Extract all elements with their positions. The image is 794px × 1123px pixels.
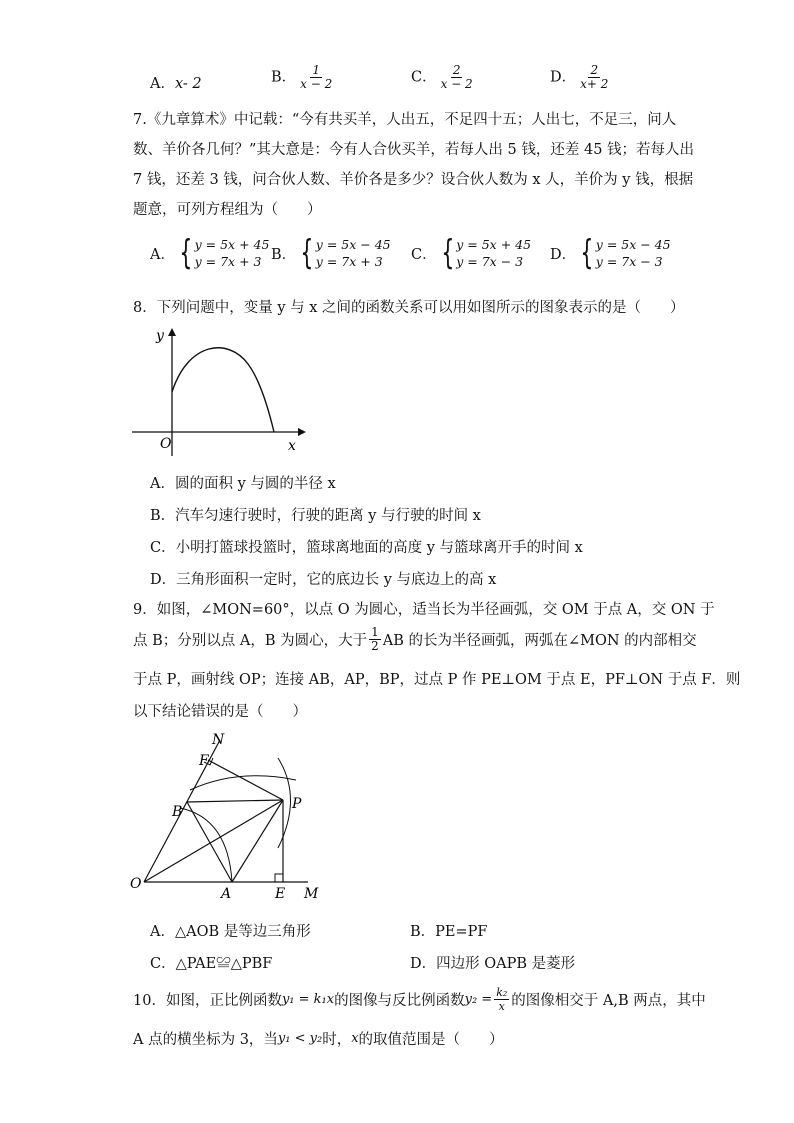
label-o: O <box>130 876 142 892</box>
label-e: E <box>275 886 286 902</box>
q8-option-c: C．小明打篮球投篮时，篮球离地面的高度 y 与篮球离开手的时间 x <box>150 540 583 556</box>
q9-stem-line-2: 点 B；分别以点 A，B 为圆心，大于 $\frac{1}{2}$ AB 的长为半径画弧，两弧在∠MON 的内部相交 <box>133 625 697 653</box>
q10-stem-line-2: A 点的横坐标为 3，当 y₁ < y₂ 时， x 的取值范围是（ ） <box>133 1031 504 1048</box>
q8-option-d: D．三角形面积一定时，它的底边长 y 与底边上的高 x <box>150 572 497 588</box>
x-axis-arrow-icon <box>298 428 306 436</box>
label-a: A <box>221 886 232 902</box>
q7-stem-line-4: 题意，可列方程组为（ ） <box>133 202 322 218</box>
q9-option-c: C．△PAE≌△PBF <box>150 956 273 972</box>
q9-stem-line-4: 以下结论错误的是（ ） <box>133 704 307 720</box>
label-p: P <box>292 796 302 812</box>
q8-graph <box>128 322 308 462</box>
label-b: B <box>172 804 183 820</box>
q9-figure <box>128 728 328 908</box>
segment-bp <box>187 800 283 802</box>
q7-option-a: A． { y = 5x + 45 y = 7x + 3 <box>150 233 270 273</box>
graph-x-label: x <box>288 438 296 454</box>
q6-option-d: D． $\frac{2}{x+ 2}$ <box>550 63 609 91</box>
q6-option-c: C． $\frac{2}{x - 2}$ <box>411 63 473 91</box>
segment-ab <box>187 802 232 882</box>
q8-option-a: A．圆的面积 y 与圆的半径 x <box>150 476 336 492</box>
q7-option-c: C． { y = 5x + 45 y = 7x − 3 <box>411 233 532 273</box>
arc-a <box>190 776 296 790</box>
segment-ap <box>232 800 283 882</box>
graph-origin-label: O <box>160 436 172 452</box>
label-m: M <box>304 886 319 902</box>
graph-y-label: y <box>156 328 164 344</box>
ray-op <box>144 800 283 882</box>
q6-option-a: A．x- 2 <box>150 76 202 92</box>
q9-option-b: B．PE=PF <box>410 924 488 940</box>
q7-option-b: B． { y = 5x − 45 y = 7x + 3 <box>271 233 391 273</box>
q10-stem-line-1: 10．如图，正比例函数 y₁ = k₁x 的图像与反比例函数 y₂ = $\frac{\text{k₂}}{x}$ 的图像相交于 A,B 两点，其中 <box>133 986 706 1013</box>
right-angle-e <box>275 874 283 882</box>
label-f: F <box>199 753 209 769</box>
q9-option-d: D．四边形 OAPB 是菱形 <box>410 956 576 972</box>
q7-stem-line-1: 7.《九章算术》中记载：“今有共买羊，人出五，不足四十五；人出七，不足三，问人 <box>133 112 677 128</box>
q9-option-a: A．△AOB 是等边三角形 <box>150 924 311 940</box>
q8-stem: 8．下列问题中，变量 y 与 x 之间的函数关系可以用如图所示的图象表示的是（ ） <box>133 300 685 316</box>
q7-stem-line-2: 数、羊价各几何？”其大意是：今有人合伙买羊，若每人出 5 钱，还差 45 钱；若每人出 <box>133 142 695 158</box>
q8-option-b: B．汽车匀速行驶时，行驶的距离 y 与行驶的时间 x <box>150 508 481 524</box>
q9-stem-line-3: 于点 P，画射线 OP；连接 AB，AP，BP，过点 P 作 PE⊥OM 于点 E，PF⊥ON 于点 F．则 <box>133 672 741 688</box>
q6-option-b: B． $\frac{1}{x - 2}$ <box>271 63 333 91</box>
arc-b <box>278 758 291 848</box>
label-n: N <box>212 732 225 748</box>
q9-stem-line-1: 9．如图，∠MON=60°，以点 O 为圆心，适当长为半径画弧，交 OM 于点 A，交 ON 于 <box>133 602 715 618</box>
q7-stem-line-3: 7 钱，还差 3 钱，问合伙人数、羊价各是多少？设合伙人数为 x 人，羊价为 y 钱，根据 <box>133 172 694 188</box>
y-axis-arrow-icon <box>168 328 176 336</box>
q7-option-d: D． { y = 5x − 45 y = 7x − 3 <box>550 233 671 273</box>
parabola-curve <box>172 348 274 432</box>
